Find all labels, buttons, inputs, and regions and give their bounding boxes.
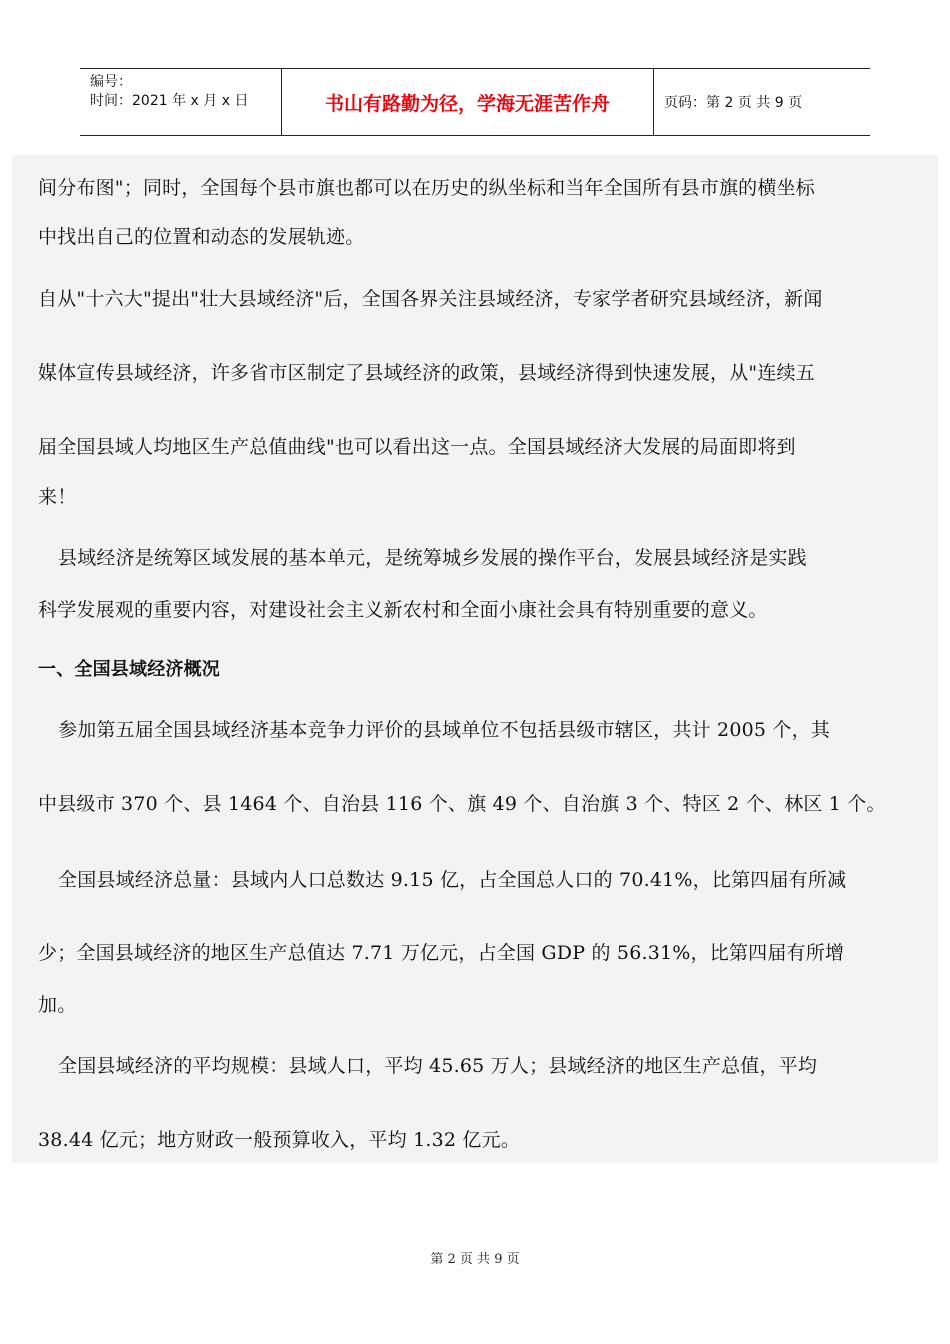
body-line: 届全国县域人均地区生产总值曲线"也可以看出这一点。全国县域经济大发展的局面即将到: [38, 436, 796, 458]
body-line: 间分布图"；同时，全国每个县市旗也都可以在历史的纵坐标和当年全国所有县市旗的横坐标: [38, 177, 815, 199]
body-line: 中找出自己的位置和动态的发展轨迹。: [38, 226, 365, 248]
body-line: 来！: [38, 486, 77, 508]
body-line: 全国县域经济的平均规模：县域人口，平均 45.65 万人；县域经济的地区生产总值，平均: [58, 1055, 818, 1077]
body-line: 全国县域经济总量：县域内人口总数达 9.15 亿，占全国总人口的 70.41%，比第四届有所减: [58, 869, 847, 891]
body-line: 38.44 亿元；地方财政一般预算收入，平均 1.32 亿元。: [38, 1129, 521, 1151]
section-heading: 一、全国县域经济概况: [38, 659, 220, 680]
body-line: 媒体宣传县域经济，许多省市区制定了县域经济的政策，县域经济得到快速发展，从"连续五: [38, 362, 815, 384]
body-line: 科学发展观的重要内容，对建设社会主义新农村和全面小康社会具有特别重要的意义。: [38, 599, 768, 621]
header-motto: 书山有路勤为径，学海无涯苦作舟: [282, 69, 654, 135]
page-header: [80, 68, 870, 136]
body-line: 县域经济是统筹区域发展的基本单元，是统筹城乡发展的操作平台，发展县域经济是实践: [58, 547, 807, 569]
header-meta: [80, 69, 282, 135]
body-line: 少；全国县域经济的地区生产总值达 7.71 万亿元，占全国 GDP 的 56.31%，比第四届有所增: [38, 942, 845, 964]
header-page-info: 页码：第 2 页 共 9 页: [664, 95, 803, 111]
body-line: 自从"十六大"提出"壮大县域经济"后，全国各界关注县域经济，专家学者研究县域经济，新闻: [38, 288, 823, 310]
body-line: 加。: [38, 994, 77, 1016]
body-line: 参加第五届全国县域经济基本竞争力评价的县域单位不包括县级市辖区，共计 2005 个，其: [58, 719, 831, 741]
number-label: 编号：: [90, 74, 132, 90]
document-body: [12, 155, 938, 1163]
body-line: 中县级市 370 个、县 1464 个、自治县 116 个、旗 49 个、自治旗 3 个、特区 2 个、林区 1 个。: [38, 793, 886, 815]
page-footer: 第 2 页 共 9 页: [430, 1252, 520, 1267]
date-label: 时间：2021 年 x 月 x 日: [90, 93, 249, 109]
